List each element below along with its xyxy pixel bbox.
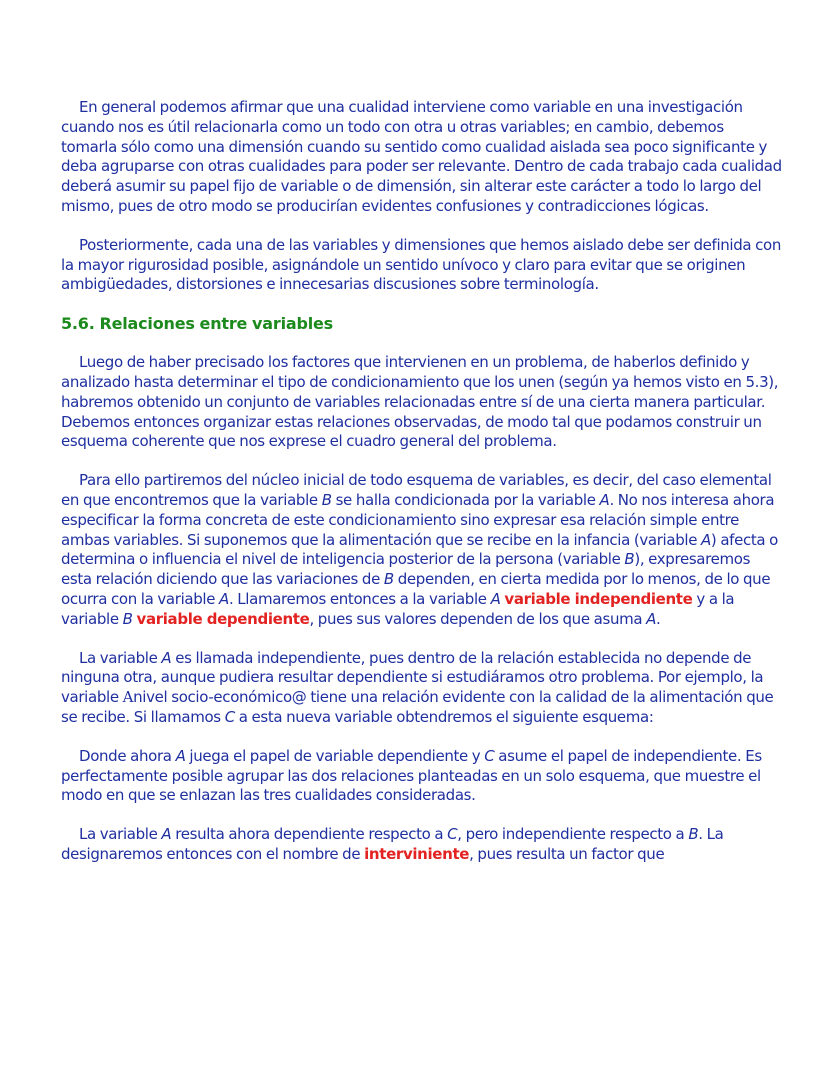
highlight-dependiente: variable dependiente	[136, 609, 310, 628]
variable-a: A	[701, 530, 711, 549]
variable-a: A	[219, 589, 229, 608]
symbol-a: A	[122, 688, 134, 707]
variable-a: A	[646, 609, 657, 628]
variable-c: C	[484, 746, 495, 765]
paragraph-2: Posteriormente, cada una de las variables y dimensiones que hemos aislado debe ser definida con la mayor rigurosidad posible, asignándole un sentido unívoco y claro para evitar que se originen ambigüedades, distorsiones e innecesarias discusiones sobre terminología.	[61, 235, 782, 294]
paragraph-6: Donde ahora A juega el papel de variable dependiente y C asume el papel de independiente. Es perfectamente posible agrupar las dos relaciones planteadas en un solo esquema, que muestre el modo en que se enlazan las tres cualidades consideradas.	[61, 746, 762, 805]
paragraph-1: En general podemos afirmar que una cualidad interviene como variable en una investigación cuando nos es útil relacionarla como un todo con otra u otras variables; en cambio, debemos tomarla sólo como una dimensión cuando su sentido como cualidad aislada sea poco significante y deba agruparse con otras cualidades para poder ser relevante. Dentro de cada trabajo cada cualidad deberá asumir su papel fijo de variable o de dimensión, sin alterar este carácter a todo lo largo del mismo, pues de otro modo se producirían evidentes confusiones y contradicciones lógicas.	[61, 98, 782, 215]
variable-a: A	[161, 648, 172, 667]
paragraph-7: La variable A resulta ahora dependiente respecto a C, pero independiente respecto a B. La designaremos entonces con el nombre de interviniente, pues resulta un factor que	[61, 825, 724, 863]
variable-b: B	[122, 609, 133, 628]
variable-a: A	[490, 589, 501, 608]
variable-a: A	[175, 746, 186, 765]
variable-b: B	[383, 570, 394, 589]
variable-b: B	[624, 550, 635, 569]
variable-c: C	[224, 707, 235, 726]
paragraph-4: Para ello partiremos del núcleo inicial de todo esquema de variables, es decir, del caso elemental en que encontremos que la variable B se halla condicionada por la variable A. No nos interesa ahora especificar la forma concreta de este condicionamiento sino expresar esa relación simple entre ambas variables. Si suponemos que la alimentación que se recibe en la infancia (variable A) afecta o determina o influencia el nivel de inteligencia posterior de la persona (variable B), expresaremos esta relación diciendo que las variaciones de B dependen, en cierta medida por lo menos, de lo que ocurra con la variable A. Llamaremos entonces a la variable A variable independiente y a la variable B variable dependiente, pues sus valores dependen de los que asuma A.	[61, 471, 779, 628]
highlight-independiente: variable independiente	[504, 589, 693, 608]
paragraph-5: La variable A es llamada independiente, pues dentro de la relación establecida no depende de ninguna otra, aunque pudiera resultar dependiente si estudiáramos otro problema. Por ejemplo, la variable Anivel socio-económico@ tiene una relación evidente con la calidad de la alimentación que se recibe. Si llamamos C a esta nueva variable obtendremos el siguiente esquema:	[61, 648, 774, 726]
highlight-interviniente: interviniente	[364, 844, 470, 863]
variable-a: A	[599, 490, 610, 509]
section-heading: 5.6. Relaciones entre variables	[61, 314, 333, 334]
document-page	[61, 98, 783, 884]
variable-b: B	[688, 825, 699, 844]
variable-b: B	[321, 490, 332, 509]
paragraph-3: Luego de haber precisado los factores que intervienen en un problema, de haberlos definido y analizado hasta determinar el tipo de condicionamiento que los unen (según ya hemos visto en 5.3), habremos obtenido un conjunto de variables relacionadas entre sí de una cierta manera particular. Debemos entonces organizar estas relaciones observadas, de modo tal que podamos construir un esquema coherente que nos exprese el cuadro general del problema.	[61, 353, 779, 451]
variable-a: A	[161, 825, 172, 844]
variable-c: C	[447, 825, 458, 844]
